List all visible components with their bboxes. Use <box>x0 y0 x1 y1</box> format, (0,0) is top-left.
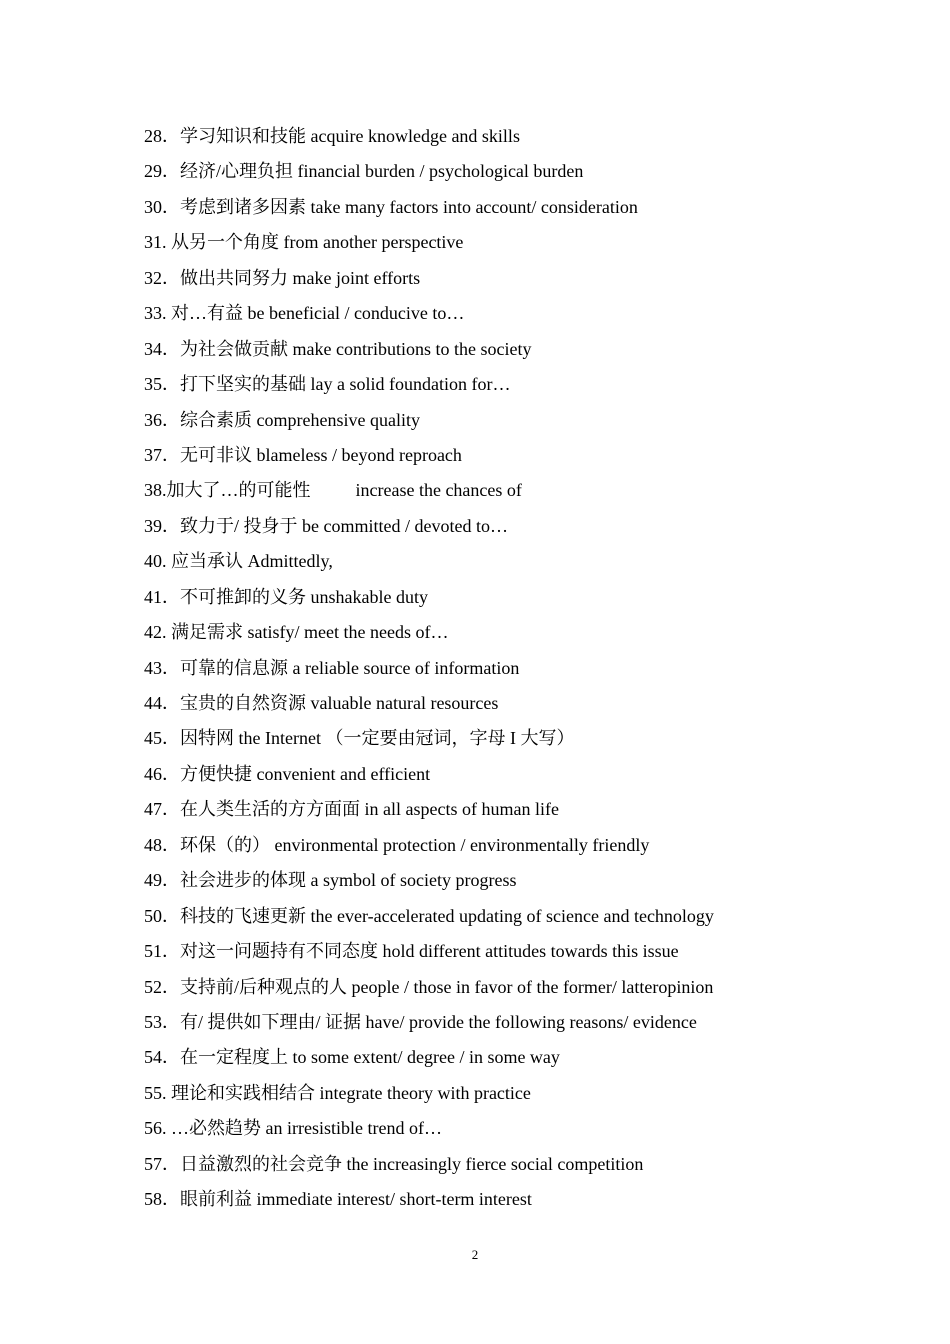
list-item: 33. 对…有益 be beneficial / conducive to… <box>144 303 465 324</box>
list-item: 50．科技的飞速更新 the ever-accelerated updating of science and technology <box>144 905 714 926</box>
list-item: 40. 应当承认 Admittedly, <box>144 551 333 572</box>
page-number: 2 <box>471 1247 479 1262</box>
list-item: 58．眼前利益 immediate interest/ short-term interest <box>144 1189 532 1210</box>
list-item: 37．无可非议 blameless / beyond reproach <box>144 444 462 465</box>
list-item: 55. 理论和实践相结合 integrate theory with practice <box>144 1082 531 1103</box>
list-item: 38.加大了…的可能性 increase the chances of <box>144 480 522 501</box>
phrase-list <box>144 119 864 1218</box>
list-item: 54．在一定程度上 to some extent/ degree / in some way <box>144 1047 560 1068</box>
list-item: 36．综合素质 comprehensive quality <box>144 409 420 430</box>
list-item: 56. …必然趋势 an irresistible trend of… <box>144 1118 442 1139</box>
list-item: 39．致力于/ 投身于 be committed / devoted to… <box>144 515 508 536</box>
list-item: 47．在人类生活的方方面面 in all aspects of human life <box>144 799 559 820</box>
list-item: 43．可靠的信息源 a reliable source of information <box>144 657 520 678</box>
list-item: 32．做出共同努力 make joint efforts <box>144 267 421 288</box>
list-item: 52．支持前/后种观点的人 people / those in favor of the former/ latteropinion <box>144 976 714 997</box>
list-item: 45．因特网 the Internet （一定要由冠词，字母 I 大写） <box>144 728 575 749</box>
list-item: 53．有/ 提供如下理由/ 证据 have/ provide the following reasons/ evidence <box>144 1011 697 1032</box>
list-item: 30．考虑到诸多因素 take many factors into account/ consideration <box>144 196 638 217</box>
list-item: 49．社会进步的体现 a symbol of society progress <box>144 870 517 891</box>
list-item: 34．为社会做贡献 make contributions to the society <box>144 338 532 359</box>
list-item: 29．经济/心理负担 financial burden / psychological burden <box>144 161 584 182</box>
list-item: 31. 从另一个角度 from another perspective <box>144 232 464 253</box>
list-item: 41．不可推卸的义务 unshakable duty <box>144 586 428 607</box>
list-item: 57．日益激烈的社会竞争 the increasingly fierce social competition <box>144 1153 644 1174</box>
list-item: 28．学习知识和技能 acquire knowledge and skills <box>144 126 520 146</box>
list-item: 51．对这一问题持有不同态度 hold different attitudes towards this issue <box>144 941 679 962</box>
list-item: 48．环保（的） environmental protection / environmentally friendly <box>144 834 650 855</box>
list-item: 35．打下坚实的基础 lay a solid foundation for… <box>144 374 511 395</box>
list-item: 46．方便快捷 convenient and efficient <box>144 763 431 784</box>
list-item: 42. 满足需求 satisfy/ meet the needs of… <box>144 622 449 643</box>
list-item: 44．宝贵的自然资源 valuable natural resources <box>144 693 499 713</box>
